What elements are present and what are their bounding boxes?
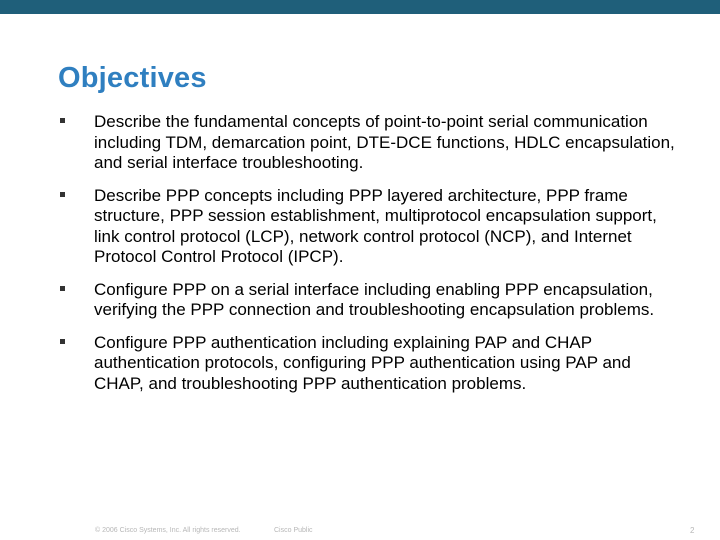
- square-bullet-icon: [60, 339, 65, 344]
- footer-copyright: © 2006 Cisco Systems, Inc. All rights reserved.: [95, 527, 241, 534]
- list-item: [58, 112, 678, 174]
- list-item-text: Describe the fundamental concepts of point-to-point serial communication including TDM, demarcation point, DTE-DCE functions, HDLC encapsulation, and serial interface troubleshooting.: [94, 112, 675, 172]
- list-item: [58, 280, 678, 321]
- list-item: [58, 186, 678, 268]
- list-item-text: Describe PPP concepts including PPP layered architecture, PPP frame structure, PPP session establishment, multiprotocol encapsulation support, link control protocol (LCP), network control protocol (NCP), and Internet Protocol Control Protocol (IPCP).: [94, 185, 657, 266]
- square-bullet-icon: [60, 118, 65, 123]
- header-bar: [0, 0, 720, 14]
- square-bullet-icon: [60, 286, 65, 291]
- list-item-text: Configure PPP authentication including explaining PAP and CHAP authentication protocols, configuring PPP authentication using PAP and CHAP, and troubleshooting PPP authentication problems.: [94, 332, 631, 393]
- slide-title: Objectives: [58, 62, 207, 94]
- page-number: 2: [690, 526, 695, 535]
- square-bullet-icon: [60, 192, 65, 197]
- list-item: [58, 333, 678, 395]
- objectives-list: [58, 112, 678, 406]
- list-item-text: Configure PPP on a serial interface including enabling PPP encapsulation, verifying the PPP connection and troubleshooting encapsulation problems.: [94, 279, 655, 319]
- footer-classification: Cisco Public: [274, 527, 313, 534]
